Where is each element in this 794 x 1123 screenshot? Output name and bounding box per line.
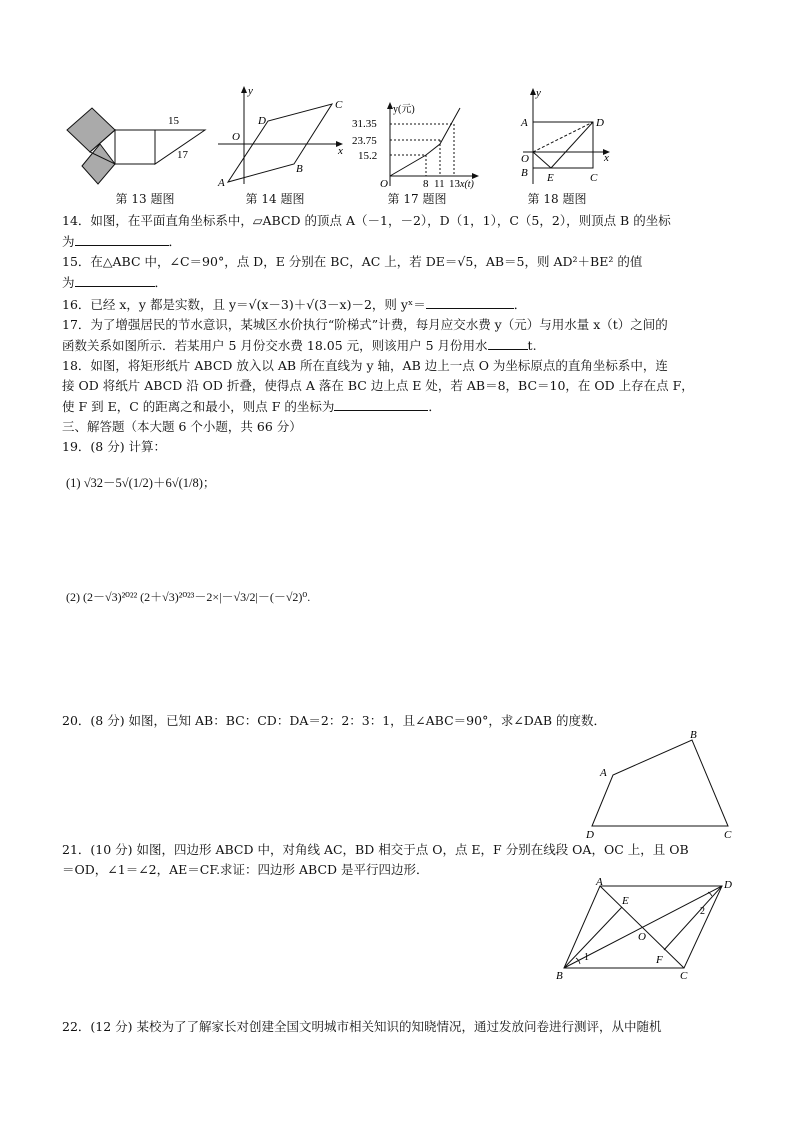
- figure-q21: [552, 876, 742, 982]
- q19-part1: (1) √32－5√(1/2)＋6√(1/8)；: [66, 476, 216, 490]
- svg-text:x(t): x(t): [460, 179, 474, 190]
- svg-text:D: D: [258, 115, 266, 127]
- svg-text:8: 8: [423, 178, 429, 190]
- svg-text:1: 1: [584, 952, 589, 963]
- fig13-square-bottom: [82, 144, 115, 184]
- svg-text:A: A: [596, 876, 603, 888]
- svg-text:B: B: [556, 970, 563, 982]
- q18-line2: 接 OD 将纸片 ABCD 沿 OD 折叠，使得点 A 落在 BC 边上点 E 处，若 AB＝8，BC＝10，在 OD 上存在点 F，: [62, 378, 694, 393]
- figure-14: [210, 84, 350, 190]
- svg-text:D: D: [724, 879, 732, 891]
- fig14-caption: 第 14 题图: [245, 192, 305, 206]
- svg-text:A: A: [521, 117, 528, 129]
- figure-13: [60, 94, 210, 190]
- q20-quadrilateral: [592, 740, 728, 826]
- svg-text:y(元): y(元): [393, 104, 415, 115]
- q21-line1: 21．(10 分) 如图，四边形 ABCD 中，对角线 AC，BD 相交于点 O，点 E，F 分别在线段 OA，OC 上，且 OB: [62, 842, 689, 857]
- svg-text:E: E: [622, 895, 629, 907]
- section-3-heading: 三、解答题（本大题 6 个小题，共 66 分）: [62, 419, 302, 434]
- fig13-caption: 第 13 题图: [115, 192, 175, 206]
- q14-answer-blank[interactable]: [75, 232, 169, 246]
- q16-line: 16．已经 x，y 都是实数，且 y＝√(x－3)＋√(3－x)－2，则 yˣ＝ ．: [62, 297, 527, 312]
- svg-text:y: y: [248, 85, 253, 97]
- svg-text:x: x: [338, 145, 343, 157]
- q19-heading: 19．(8 分) 计算：: [62, 439, 167, 454]
- svg-text:31.35: 31.35: [352, 118, 377, 130]
- q21-line2: ＝OD，∠1＝∠2，AE＝CF.求证：四边形 ABCD 是平行四边形．: [62, 862, 429, 877]
- svg-text:C: C: [724, 829, 732, 840]
- q18-line3: 使 F 到 E，C 的距离之和最小，则点 F 的坐标为 ．: [62, 399, 441, 414]
- figure-17: [350, 100, 480, 192]
- figure-18: [505, 86, 615, 190]
- svg-text:O: O: [521, 153, 529, 165]
- fig17-graph: [390, 108, 460, 176]
- fig13-square-right: [115, 130, 155, 164]
- fig13-label-15: 15: [168, 115, 179, 127]
- svg-text:x: x: [604, 152, 609, 164]
- svg-text:F: F: [656, 954, 663, 966]
- svg-text:B: B: [690, 729, 697, 741]
- svg-text:2: 2: [700, 906, 705, 917]
- q18-line1: 18．如图，将矩形纸片 ABCD 放入以 AB 所在直线为 y 轴，AB 边上一点 O 为坐标原点的直角坐标系中，连: [62, 358, 668, 373]
- figure-q20: [582, 728, 742, 840]
- svg-text:C: C: [335, 99, 343, 111]
- q17-line2: 函数关系如图所示．若某用户 5 月份交水费 18.05 元，则该用户 5 月份用水 t.: [62, 338, 537, 353]
- q15-answer-blank[interactable]: [75, 273, 155, 287]
- svg-text:A: A: [218, 177, 225, 189]
- q14-line2: 为 ．: [62, 234, 182, 249]
- svg-text:C: C: [680, 970, 688, 982]
- q16-answer-blank[interactable]: [426, 295, 514, 309]
- svg-text:O: O: [380, 178, 388, 190]
- q17-answer-blank[interactable]: [488, 336, 528, 350]
- fig13-label-17: 17: [177, 149, 188, 161]
- q22-line1: 22．(12 分) 某校为了了解家长对创建全国文明城市相关知识的知晓情况，通过发放问卷进行测评，从中随机: [62, 1019, 662, 1034]
- svg-text:15.2: 15.2: [358, 150, 378, 162]
- svg-text:D: D: [596, 117, 604, 129]
- svg-text:B: B: [296, 163, 303, 175]
- svg-text:D: D: [586, 829, 594, 840]
- q18-answer-blank[interactable]: [334, 397, 428, 411]
- svg-text:y: y: [536, 87, 541, 99]
- q20-text: 20．(8 分) 如图，已知 AB：BC：CD：DA＝2：2：3：1，且∠ABC＝90°，求∠DAB 的度数．: [62, 713, 606, 728]
- q19-part2: (2) (2－√3)²⁰²² (2＋√3)²⁰²³－2×|－√3/2|－(－√2)⁰.: [66, 590, 311, 604]
- fig18-caption: 第 18 题图: [527, 192, 587, 206]
- svg-text:C: C: [590, 172, 598, 184]
- svg-text:11: 11: [434, 178, 445, 190]
- svg-text:E: E: [547, 172, 554, 184]
- q14-line1: 14．如图，在平面直角坐标系中，▱ABCD 的顶点 A（－1，－2），D（1，1），C（5，2），则顶点 B 的坐标: [62, 213, 671, 228]
- fig13-square-top: [67, 108, 115, 152]
- svg-text:O: O: [638, 931, 646, 943]
- svg-text:13: 13: [449, 178, 460, 190]
- fig17-caption: 第 17 题图: [387, 192, 447, 206]
- svg-text:23.75: 23.75: [352, 135, 377, 147]
- q15-line1: 15．在△ABC 中，∠C＝90°，点 D，E 分别在 BC，AC 上，若 DE＝√5，AB＝5，则 AD²＋BE² 的值: [62, 254, 643, 269]
- svg-text:O: O: [232, 131, 240, 143]
- svg-text:B: B: [521, 167, 528, 179]
- svg-text:A: A: [600, 767, 607, 779]
- fig18-rectangle: [533, 122, 593, 168]
- q17-line1: 17．为了增强居民的节水意识，某城区水价执行“阶梯式”计费，每月应交水费 y（元）与用水量 x（t）之间的: [62, 317, 668, 332]
- q15-line2: 为 ．: [62, 275, 168, 290]
